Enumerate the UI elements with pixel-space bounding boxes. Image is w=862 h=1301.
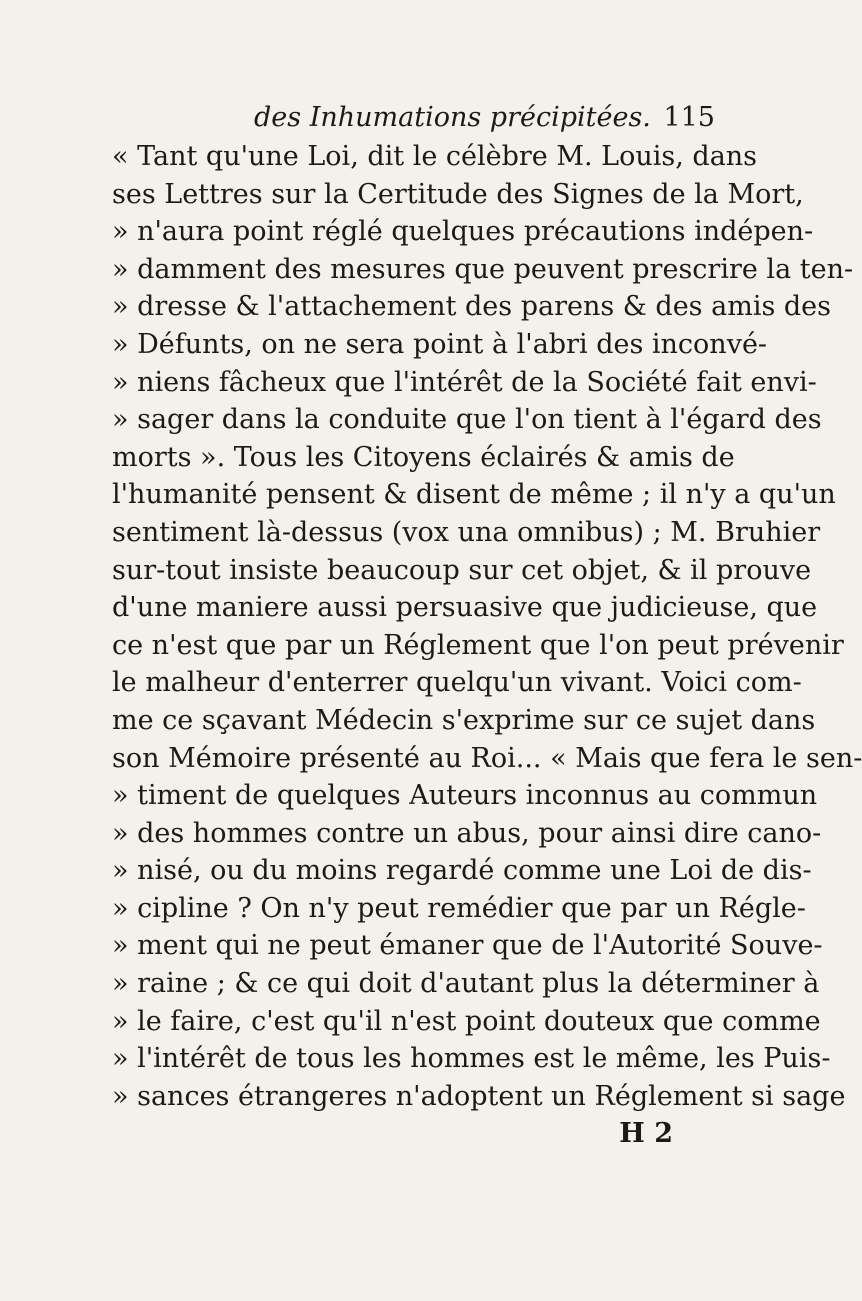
text-line: me ce sçavant Médecin s'exprime sur ce sujet dans [112, 704, 816, 736]
text-line: ses Lettres sur la Certitude des Signes de la Mort, [112, 178, 804, 210]
text-line: » cipline ? On n'y peut remédier que par un Régle- [112, 892, 806, 924]
text-line: son Mémoire présenté au Roi... « Mais que fera le sen- [112, 742, 862, 774]
text-line: l'humanité pensent & disent de même ; il n'y a qu'un [112, 479, 836, 511]
text-line: sur-tout insiste beaucoup sur cet objet, & il prouve [112, 554, 812, 586]
text-line: » niens fâcheux que l'intérêt de la Société fait envi- [112, 366, 817, 398]
text-line: » ment qui ne peut émaner que de l'Autorité Souve- [112, 930, 823, 962]
text-line: « Tant qu'une Loi, dit le célèbre M. Louis, dans [112, 141, 758, 172]
text-line: » nisé, ou du moins regardé comme une Loi de dis- [112, 855, 812, 887]
text-line: » sances étrangeres n'adoptent un Réglement si sage [112, 1080, 846, 1112]
text-line: » raine ; & ce qui doit d'autant plus la déterminer à [112, 968, 820, 1000]
text-line: » damment des mesures que peuvent prescrire la ten- [112, 253, 854, 285]
text-line: » timent de quelques Auteurs inconnus au commun [112, 780, 818, 812]
text-line: le malheur d'enterrer quelqu'un vivant. Voici com- [112, 667, 802, 699]
running-title: des Inhumations précipitées. [254, 102, 651, 133]
text-line: » dresse & l'attachement des parens & des amis des [112, 291, 832, 323]
text-line: » sager dans la conduite que l'on tient à l'égard des [112, 404, 822, 436]
text-line: d'une maniere aussi persuasive que judicieuse, que [112, 592, 818, 624]
text-line: ce n'est que par un Réglement que l'on peut prévenir [112, 629, 844, 661]
catchword: H 2 [619, 1118, 673, 1150]
text-line: morts ». Tous les Citoyens éclairés & amis de [112, 441, 735, 473]
text-line: » Défunts, on ne sera point à l'abri des inconvé- [112, 328, 768, 360]
text-line: sentiment là-dessus (vox una omnibus) ; M. Bruhier [112, 516, 821, 548]
text-line: » n'aura point réglé quelques précautions indépen- [112, 216, 814, 248]
page-header [112, 102, 725, 138]
text-line: » l'intérêt de tous les hommes est le même, les Puis- [112, 1043, 831, 1075]
text-line: » des hommes contre un abus, pour ainsi dire cano- [112, 817, 822, 849]
body-text [112, 138, 862, 1115]
page-number: 115 [663, 102, 715, 133]
text-line: » le faire, c'est qu'il n'est point douteux que comme [112, 1005, 821, 1037]
